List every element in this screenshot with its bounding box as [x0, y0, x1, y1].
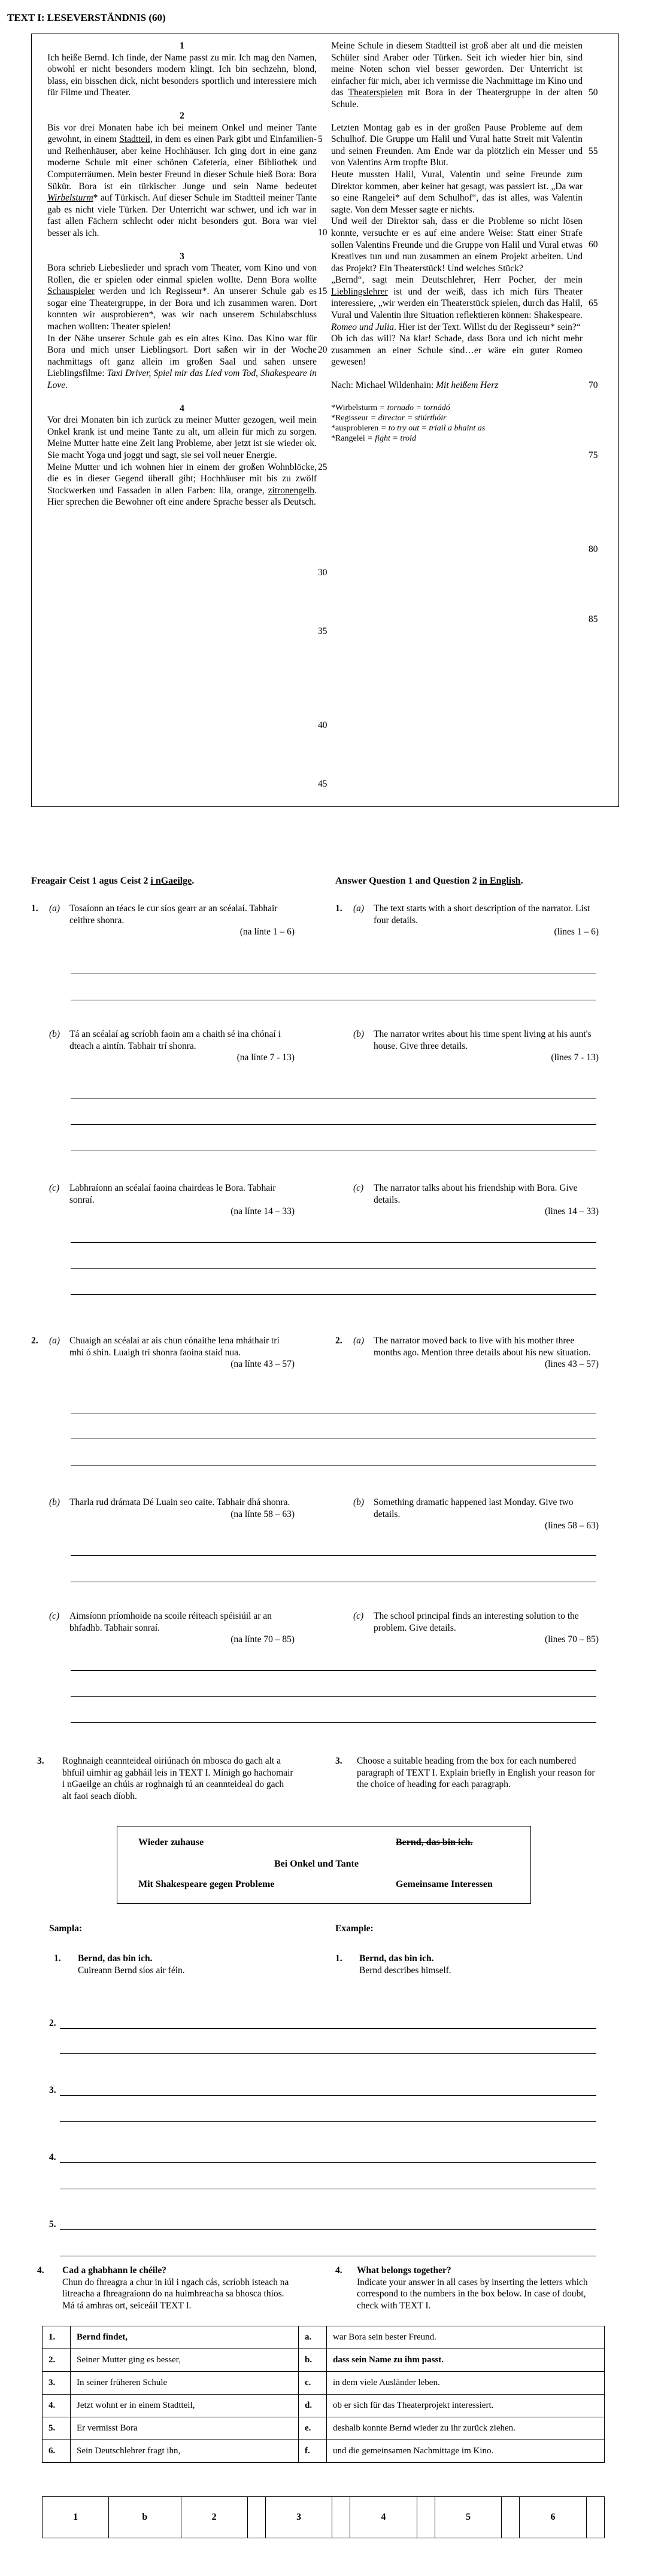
- answer-line[interactable]: [60, 2053, 596, 2054]
- paragraph-6: Letzten Montag gab es in der großen Pause Probleme auf dem Schulhof. Die Gruppe um Halil und Vural hatte Streit mit Valentin und seinen Freunden. Am Ende war da plötzlich ein Messer und von Valentins Arm tropfte Blut.: [331, 122, 583, 168]
- glossary-entry: *Regisseur = director = stiúrthóir: [331, 413, 447, 423]
- question-1b-irish: (b) Tá an scéalaí ag scríobh faoin am a chaith sé ina chónaí i dteach a aintín. Tabhair trí shonra. (na línte 7 - 13): [49, 1029, 295, 1063]
- page-title: TEXT I: LESEVERSTÄNDNIS (60): [7, 12, 166, 23]
- answer-line[interactable]: [60, 2121, 596, 2122]
- heading-option-used: Bernd, das bin ich.: [396, 1837, 473, 1847]
- question-2b-english: (b) Something dramatic happened last Monday. Give two details. (lines 58 – 63): [353, 1497, 599, 1531]
- paragraph-1: Ich heiße Bernd. Ich finde, der Name passt zu mir. Ich mag den Namen, obwohl er nicht besonders modern klingt. Ich bin sechzehn, blond, blass, ein bisschen dick, nicht besonders sportlich und interessiere mich für Filme und Theater.: [47, 52, 317, 98]
- question-1c-english: (c) The narrator talks about his friendship with Bora. Give details. (lines 14 – 33): [353, 1183, 599, 1216]
- glossary-entry: *Wirbelsturm = tornado = tornádó: [331, 403, 450, 412]
- answer-line[interactable]: [71, 1465, 596, 1466]
- answer-line[interactable]: [60, 2229, 596, 2230]
- answer-line[interactable]: [71, 1242, 596, 1243]
- answer-line[interactable]: [60, 2095, 596, 2096]
- table-row: 6. Sein Deutschlehrer fragt ihn, f. und die gemeinsamen Nachmittage im Kino.: [43, 2440, 605, 2463]
- answer-line[interactable]: [71, 1722, 596, 1723]
- paragraph-4-cont: Meine Mutter und ich wohnen hier in einem der großen Wohnblöcke, die es in dieser Gegend überall gibt; Hochhäuser mit bis zu zwölf Stockwerken und Fassaden in allen Farben: lila, orange, zitronengelb. Hier sprechen die Bewohner oft eine andere Sprache besser als Deutsch.: [47, 462, 317, 508]
- heading-option: Gemeinsame Interessen: [396, 1879, 493, 1889]
- instructions-english: Answer Question 1 and Question 2 in English.: [335, 876, 523, 886]
- paragraph-number: 4: [180, 403, 184, 414]
- question-2a-english: 2. (a) The narrator moved back to live with his mother three months ago. Mention three details about his new situation. (lines 43 – 57): [335, 1336, 599, 1369]
- sample-answer-english: 1. Bernd, das bin ich. Bernd describes himself.: [335, 1953, 451, 1976]
- answer-grid: [42, 2496, 605, 2538]
- question-1a-english: 1. (a) The text starts with a short description of the narrator. List four details. (lines 1 – 6): [335, 903, 599, 937]
- answer-number-cell: 2: [181, 2497, 247, 2538]
- answer-letter-cell[interactable]: b: [109, 2497, 181, 2538]
- question-3-irish: 3. Roghnaigh ceannteideal oiriúnach ón mbosca do gach alt a bhfuil uimhir ag gabháil leis in TEXT I. Mínigh go hachomair i nGaeilge an chúis ar roghnaigh tú an ceannteideal do gach alt faoi seach díobh.: [37, 1756, 293, 1801]
- instructions-irish: Freagair Ceist 1 agus Ceist 2 i nGaeilge.: [31, 876, 195, 886]
- text-column-right: [331, 40, 583, 444]
- answer-line[interactable]: [71, 1268, 596, 1269]
- table-row: 2. Seiner Mutter ging es besser, b. dass sein Name zu ihm passt.: [43, 2349, 605, 2372]
- paragraph-3: Bora schrieb Liebeslieder und sprach vom Theater, vom Kino und von Rollen, die er spielen oder einmal spielen wollte. Denn Bora wollte Schauspieler werden und ich Regisseur*. An unserer Schule gab es sogar eine Theatergruppe, in der Bora und ich zusammen waren. Dort konnten wir ausprobieren*, was wir nach unserem Schulabschluss machen wollten: Theater spielen!: [47, 263, 317, 332]
- question-3-english: 3. Choose a suitable heading from the box for each numbered paragraph of TEXT I. Explain briefly in English your reason for the choice of heading for each paragraph.: [335, 1756, 595, 1789]
- answer-line[interactable]: [60, 2162, 596, 2163]
- answer-letter-cell[interactable]: [502, 2497, 520, 2538]
- answer-letter-cell[interactable]: [247, 2497, 265, 2538]
- answer-line[interactable]: [71, 1124, 596, 1125]
- reading-text-box: 1 Ich heiße Bernd. Ich finde, der Name passt zu mir. Ich mag den Namen, obwohl er nicht besonders modern klingt. Ich bin sechzehn, blond, blass, ein bisschen dick, nicht besonders sportlich und interessiere mich für Filme und Theater. 2 Bis vor drei Monaten habe ich bei meinem Onkel und meiner Tante gewohnt, in einem Stadtteil, in dem es einen Park gibt und Einfamilien- und Reihenhäuser, aber keine Hochhäuser. Ich ging dort in eine ganz moderne Schule mit einer schönen Cafeteria, einer Bibliothek und Computerräumen. Mein bester Freund in dieser Schule hieß Bora: Bora Sükür. Bora ist ein türkischer Junge und sein Name bedeutet Wirbelsturm* auf Türkisch. Auf dieser Schule im Stadtteil meiner Tante gab es nicht viele Türken. Der Unterricht war schwer, und ich war in fast allen Fächern schlecht oder nicht besonders gut. Bora war viel besser als ich. 3 Bora schrieb Liebeslieder und sprach vom Theater, vom Kino und von Rollen, die er spielen oder einmal spielen wollte. Denn Bora wollte Schauspieler werden und ich Regisseur*. An unserer Schule gab es sogar eine Theatergruppe, in der Bora und ich zusammen waren. Dort konnten wir ausprobieren*, was wir nach unserem Schulabschluss machen wollten: Theater spielen! In der Nähe unserer Schule gab es ein altes Kino. Das Kino war für Bora und mich unser Lieblingsort. Dort saßen wir in der Woche nachmittags oft ganz allein im großen Saal und sahen unsere Lieblingsfilme: Taxi Driver, Spiel mir das Lied vom Tod, Shakespeare in Love. 4 Vor drei Monaten bin ich zurück zu meiner Mutter gezogen, weil mein Onkel krank ist und meine Tante zu alt, um allein für mich zu sorgen. Meine Mutter hatte eine Zeit lang Probleme, aber jetzt ist sie wieder ok. Sie macht Yoga und joggt und sagt, sie sei voll neuer Energie. Meine Mutter und ich wohnen hier in einem der großen Wohnblöcke, die es in dieser Gegend überall gibt; Hochhäuser mit bis zu zwölf Stockwerken und Fassaden in allen Farben: lila, orange, zitronengelb. Hier sprechen die Bewohner oft eine andere Sprache besser als Deutsch. 5 10 15 20 25 30 35 40 45 Meine Schule in diesem Stadtteil ist groß aber alt und die meisten Schüler sind Araber oder Türken. Seit ich wieder hier bin, sind meine Noten schon viel besser geworden. Der Unterricht ist einfacher für mich, aber ich vermisse die Nachmittage im Kino und das Theaterspielen mit Bora in der Theatergruppe in der alten Schule. Letzten Montag gab es in der großen Pause Probleme auf dem Schulhof. Die Gruppe um Halil und Vural hatte Streit mit Valentin und seinen Freunden. Am Ende war da plötzlich ein Messer und von Valentins Arm tropfte Blut. Heute mussten Halil, Vural, Valentin und seine Freunde zum Direktor kommen, aber keiner hat gesagt, was passiert ist. „Da war so eine Rangelei* auf dem Schulhof“, das ist alles, was Valentin sagte. Von dem Messer sagte er nichts. Und weil der Direktor sah, dass er die Probleme so nicht lösen konnte, versuchte er es auf eine andere Weise: Statt einer Strafe sollen Valentins Freunde und die Gruppe von Halil und Vural etwas Kreatives tun und nun zusammen an einem Projekt arbeiten. Und das Projekt? Ein Theaterstück! Und welches Stück? „Bernd“, sagt mein Deutschlehrer, Herr Pocher, der mein Lieblingslehrer ist und der weiß, dass ich mich fürs Theater interessiere, „wir werden ein Theaterstück spielen, durch das Halil, Vural und Valentin ihre Situation reflektieren können: Shakespeare. Romeo und Julia. Hier ist der Text. Willst du der Regisseur* sein?“ Ob ich das will? Na klar! Schade, dass Bora und ich nicht mehr zusammen an einer Schule sind…er wäre ein guter Romeo gewesen! Nach: Michael Wildenhain: Mit heißem Herz *Wirbelsturm = tornado = tornádó *Regisseur = director = stiúrthóir *ausprobieren = to try out = triail a bhaint as *Rangelei = fight = troid 50 55 60 65 70 75 80 85: [31, 34, 619, 807]
- question-4-irish: 4. Cad a ghabhann le chéile? Chun do fhreagra a chur in iúl i ngach cás, scríobh isteach na litreacha a fhreagraíonn do na huimhreacha sa bhosca thíos. Má tá amhras ort, seiceáil TEXT I.: [37, 2265, 289, 2311]
- paragraph-number: 1: [180, 41, 184, 51]
- question-4-english: 4. What belongs together? Indicate your answer in all cases by inserting the letters which correspond to the numbers in the box below. In case of doubt, check with TEXT I.: [335, 2265, 588, 2311]
- table-row: 1. Bernd findet, a. war Bora sein bester Freund.: [43, 2326, 605, 2349]
- paragraph-number: 2: [180, 110, 184, 121]
- paragraph-9-cont: Ob ich das will? Na klar! Schade, dass Bora und ich nicht mehr zusammen an einer Schule sind…er wäre ein guter Romeo gewesen!: [331, 333, 583, 368]
- answer-line[interactable]: [71, 1294, 596, 1295]
- answer-number: 2.: [49, 2018, 56, 2028]
- paragraph-2: Bis vor drei Monaten habe ich bei meinem Onkel und meiner Tante gewohnt, in einem Stadtteil, in dem es einen Park gibt und Einfamilien- und Reihenhäuser, aber keine Hochhäuser. Ich ging dort in eine ganz moderne Schule mit einer schönen Cafeteria, einer Bibliothek und Computerräumen. Mein bester Freund in dieser Schule hieß Bora: Bora Sükür. Bora ist ein türkischer Junge und sein Name bedeutet Wirbelsturm* auf Türkisch. Auf dieser Schule im Stadtteil meiner Tante gab es nicht viele Türken. Der Unterricht war schwer, und ich war in fast allen Fächern schlecht oder nicht besonders gut. Bora war viel besser als ich.: [47, 122, 317, 238]
- heading-option: Mit Shakespeare gegen Probleme: [138, 1879, 275, 1889]
- paragraph-9: „Bernd“, sagt mein Deutschlehrer, Herr Pocher, der mein Lieblingslehrer ist und der weiß, dass ich mich fürs Theater interessiere, „wir werden ein Theaterstück spielen, durch das Halil, Vural und Valentin ihre Situation reflektieren können: Shakespeare. Romeo und Julia. Hier ist der Text. Willst du der Regisseur* sein?“: [331, 275, 583, 332]
- question-2c-english: (c) The school principal finds an interesting solution to the problem. Give details. (lines 70 – 85): [353, 1611, 599, 1644]
- paragraph-7: Heute mussten Halil, Vural, Valentin und seine Freunde zum Direktor kommen, aber keiner hat gesagt, was passiert ist. „Da war so eine Rangelei* auf dem Schulhof“, das ist alles, was Valentin sagte. Von dem Messer sagte er nichts.: [331, 169, 583, 215]
- example-label: Example:: [335, 1923, 374, 1934]
- question-1b-english: (b) The narrator writes about his time spent living at his aunt's house. Give three details. (lines 7 - 13): [353, 1029, 599, 1063]
- question-2a-irish: 2. (a) Chuaigh an scéalaí ar ais chun cónaithe lena mháthair trí mhí ó shin. Luaigh trí shonra faoina staid nua. (na línte 43 – 57): [31, 1336, 295, 1369]
- question-1a-irish: 1. (a) Tosaíonn an téacs le cur síos gearr ar an scéalaí. Tabhair ceithre shonra. (na línte 1 – 6): [31, 903, 295, 937]
- answer-letter-cell[interactable]: [332, 2497, 350, 2538]
- paragraph-3-cont: In der Nähe unserer Schule gab es ein altes Kino. Das Kino war für Bora und mich unser Lieblingsort. Dort saßen wir in der Woche nachmittags oft ganz allein im großen Saal und sahen unsere Lieblingsfilme: Taxi Driver, Spiel mir das Lied vom Tod, Shakespeare in Love.: [47, 333, 317, 391]
- answer-number-cell: 3: [265, 2497, 332, 2538]
- text-column-left: [47, 40, 317, 520]
- answer-number: 5.: [49, 2219, 56, 2229]
- sample-label: Sampla:: [49, 1923, 83, 1934]
- glossary: [331, 403, 583, 444]
- paragraph-4: Vor drei Monaten bin ich zurück zu meiner Mutter gezogen, weil mein Onkel krank ist und meine Tante zu alt, um allein für mich zu sorgen. Meine Mutter hatte eine Zeit lang Probleme, aber jetzt ist sie wieder ok. Sie macht Yoga und joggt und sagt, sie sei voll neuer Energie.: [47, 415, 317, 460]
- answer-line[interactable]: [71, 1555, 596, 1556]
- sample-answer-irish: 1. Bernd, das bin ich. Cuireann Bernd síos air féin.: [54, 1953, 185, 1976]
- answer-number-cell: 4: [350, 2497, 417, 2538]
- paragraph-number: 3: [180, 251, 184, 262]
- answer-line[interactable]: [71, 1670, 596, 1671]
- answer-grid-row: [43, 2497, 605, 2538]
- heading-option: Bei Onkel und Tante: [274, 1859, 359, 1869]
- answer-number-cell: 6: [520, 2497, 586, 2538]
- table-row: 3. In seiner früheren Schule c. in dem viele Ausländer leben.: [43, 2372, 605, 2395]
- answer-letter-cell[interactable]: [586, 2497, 604, 2538]
- question-1c-irish: (c) Labhraíonn an scéalaí faoina chairdeas le Bora. Tabhair sonraí. (na línte 14 – 33): [49, 1183, 295, 1216]
- answer-line[interactable]: [71, 1696, 596, 1697]
- question-2c-irish: (c) Aimsíonn príomhoide na scoile réiteach spéisiúil ar an bhfadhb. Tabhair sonraí. (na línte 70 – 85): [49, 1611, 295, 1644]
- table-row: 4. Jetzt wohnt er in einem Stadtteil, d. ob er sich für das Theaterprojekt interessiert.: [43, 2395, 605, 2417]
- answer-number-cell: 5: [435, 2497, 501, 2538]
- table-row: 5. Er vermisst Bora e. deshalb konnte Bernd wieder zu ihr zurück ziehen.: [43, 2417, 605, 2440]
- answer-letter-cell[interactable]: [417, 2497, 435, 2538]
- heading-option: Wieder zuhause: [138, 1837, 204, 1847]
- answer-line[interactable]: [60, 2028, 596, 2029]
- paragraph-5: Meine Schule in diesem Stadtteil ist groß aber alt und die meisten Schüler sind Araber oder Türken. Seit ich wieder hier bin, sind meine Noten schon viel besser geworden. Der Unterricht ist einfacher für mich, aber ich vermisse die Nachmittage im Kino und das Theaterspielen mit Bora in der Theatergruppe in der alten Schule.: [331, 41, 583, 110]
- answer-number: 4.: [49, 2152, 56, 2162]
- paragraph-8: Und weil der Direktor sah, dass er die Probleme so nicht lösen konnte, versuchte er es auf eine andere Weise: Statt einer Strafe sollen Valentins Freunde und die Gruppe von Halil und Vural etwas Kreatives tun und nun zusammen an einem Projekt arbeiten. Und das Projekt? Ein Theaterstück! Und welches Stück?: [331, 216, 583, 274]
- matching-table: [42, 2326, 605, 2463]
- glossary-entry: *Rangelei = fight = troid: [331, 433, 417, 443]
- question-2b-irish: (b) Tharla rud drámata Dé Luain seo caite. Tabhair dhá shonra. (na línte 58 – 63): [49, 1497, 295, 1519]
- answer-number-cell: 1: [43, 2497, 109, 2538]
- answer-number: 3.: [49, 2085, 56, 2095]
- glossary-entry: *ausprobieren = to try out = triail a bhaint as: [331, 423, 486, 433]
- heading-options-box: [117, 1826, 531, 1904]
- source-line: Nach: Michael Wildenhain: Mit heißem Herz: [331, 380, 499, 391]
